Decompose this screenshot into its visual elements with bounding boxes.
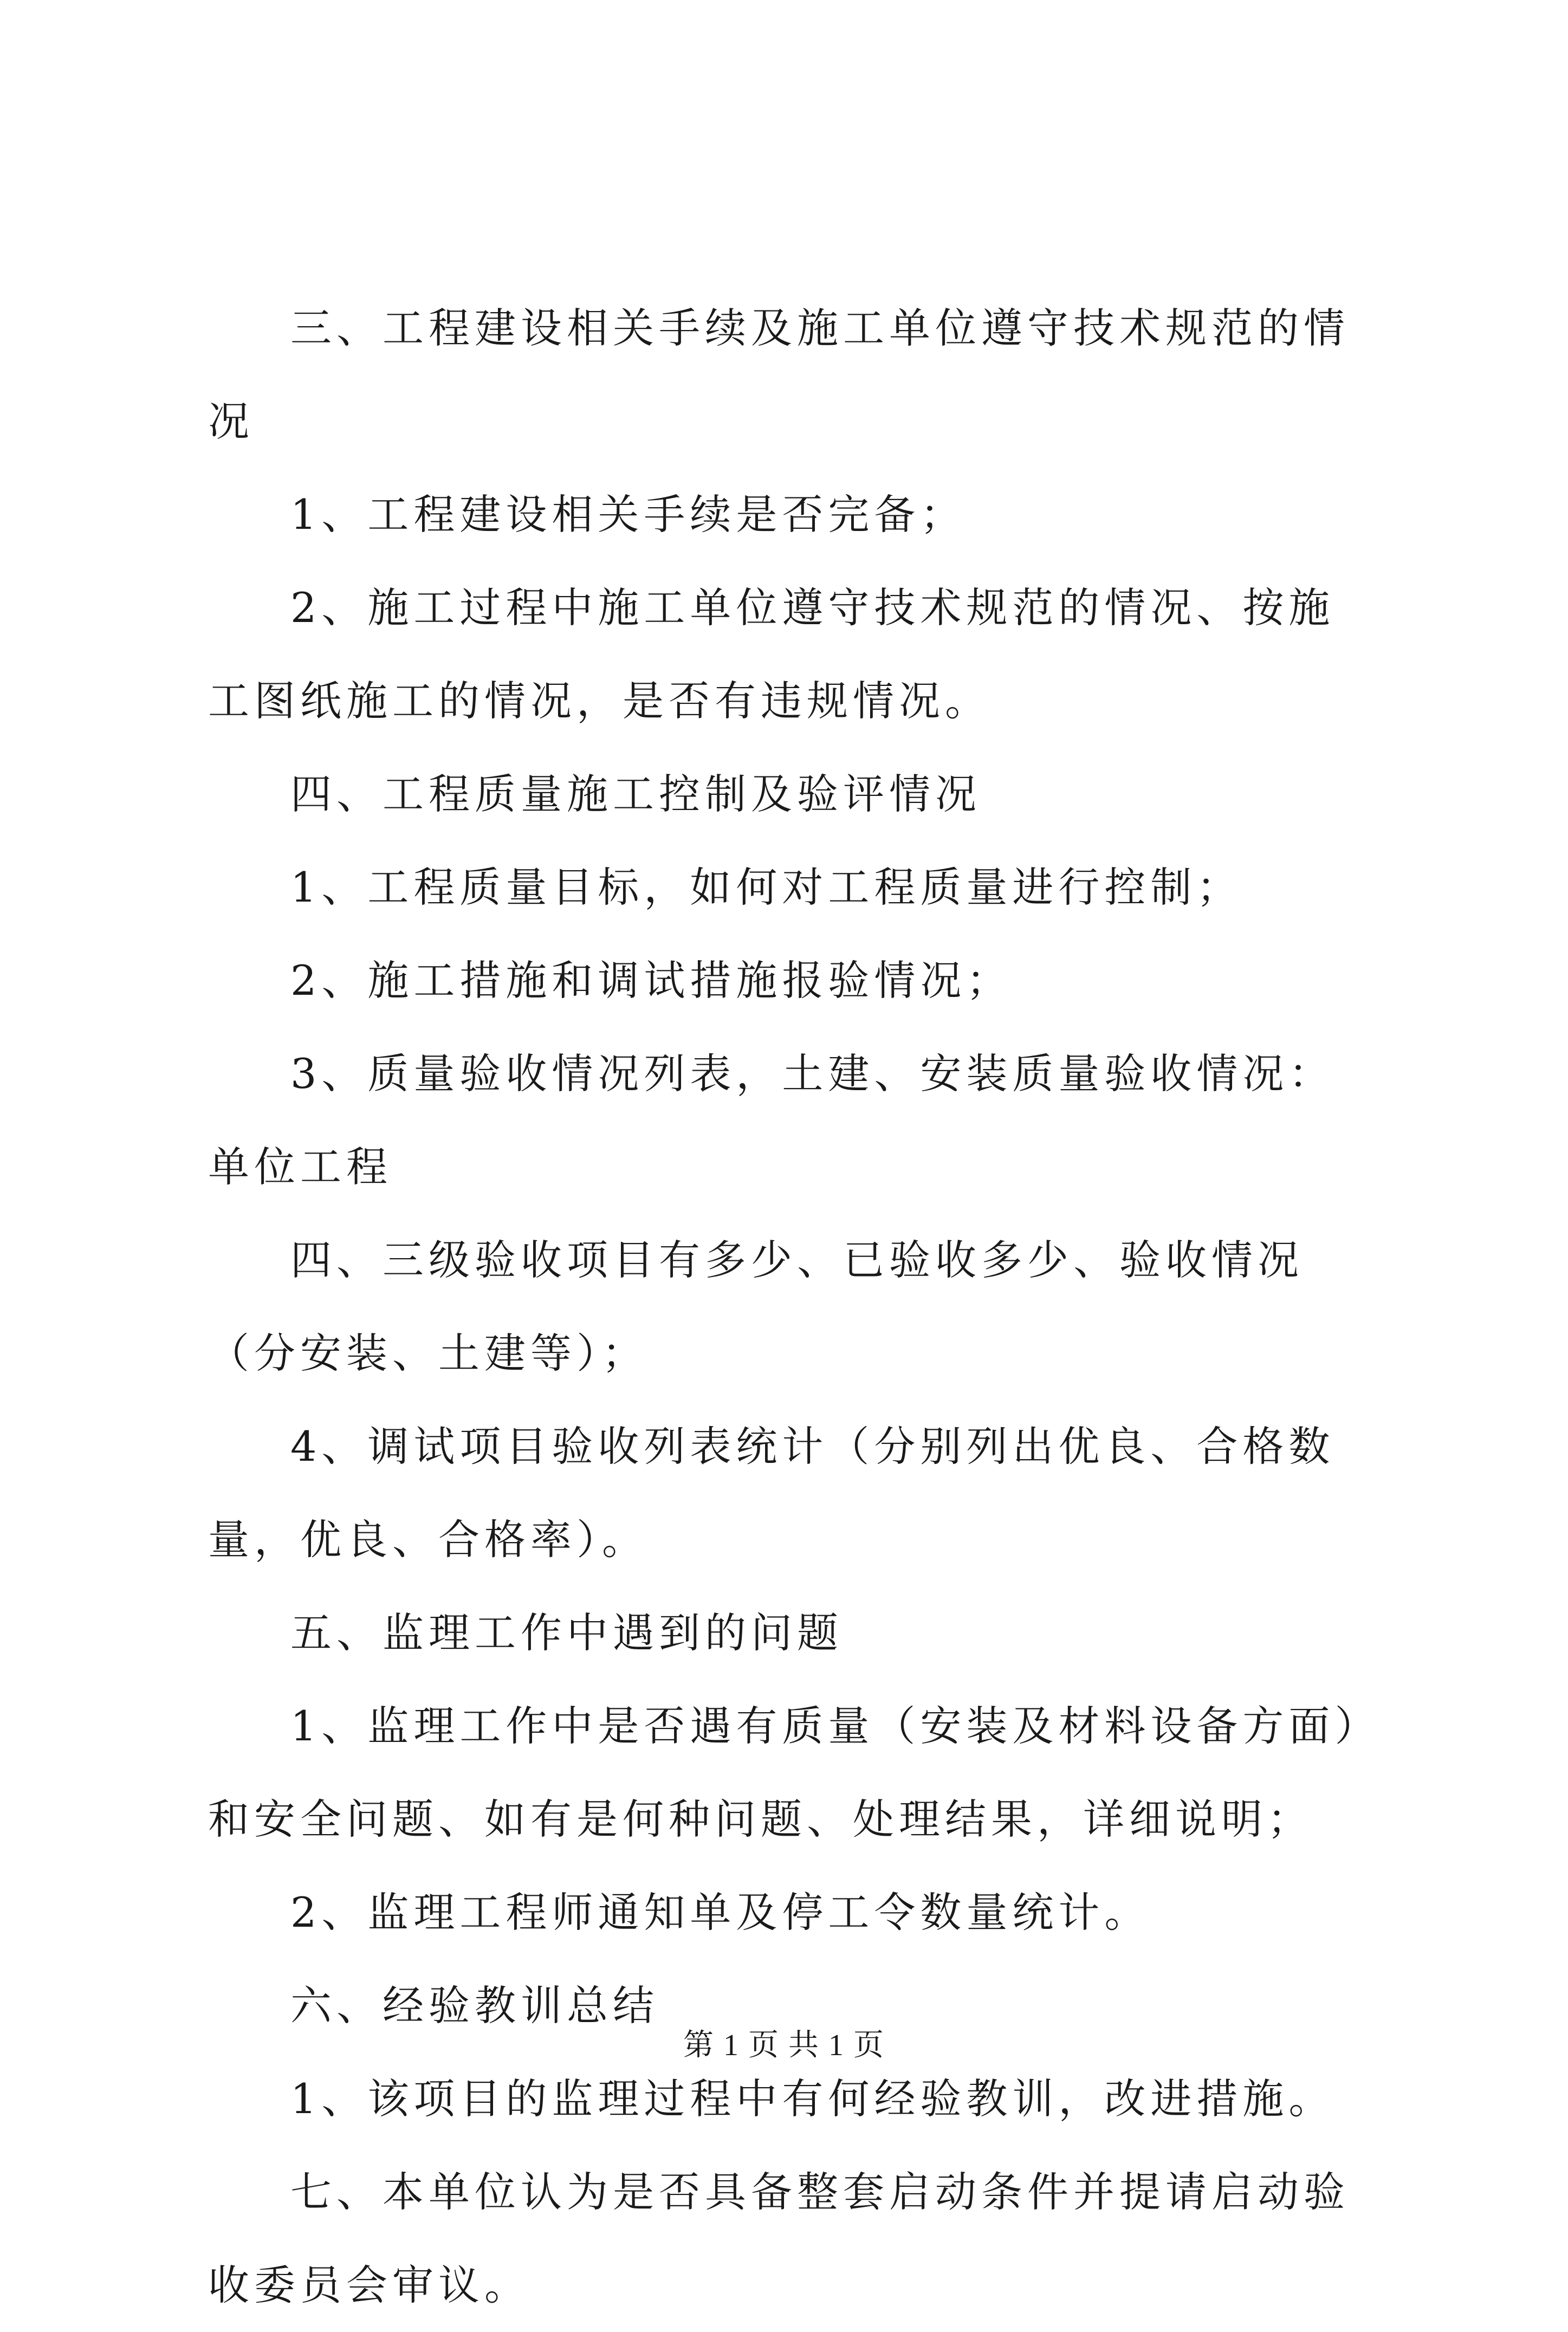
paragraph: 1、工程质量目标，如何对工程质量进行控制； [290, 863, 1243, 911]
paragraph: 1、工程建设相关手续是否完备； [290, 490, 967, 539]
page-footer: 第 1 页 共 1 页 [683, 2029, 885, 2062]
paragraph: 3、质量验收情况列表，土建、安装质量验收情况：单位工程 [208, 1050, 1335, 1191]
paragraph: 4、调试项目验收列表统计（分别列出优良、合格数量，优良、合格率）。 [208, 1422, 1335, 1564]
section-heading-4: 四、工程质量施工控制及验评情况 [290, 770, 981, 818]
paragraph: 2、监理工程师通知单及停工令数量统计。 [290, 1888, 1151, 1936]
section-heading-3: 三、工程建设相关手续及施工单位遵守技术规范的情况 [208, 304, 1350, 445]
section-heading-6: 六、经验教训总结 [290, 1981, 659, 2030]
paragraph: 1、该项目的监理过程中有何经验教训，改进措施。 [290, 2075, 1335, 2123]
section-heading-7: 七、本单位认为是否具备整套启动条件并提请启动验收委员会审议。 [208, 2168, 1350, 2309]
paragraph: 1、监理工作中是否遇有质量（安装及材料设备方面）和安全问题、如有是何种问题、处理结果，详细说明； [208, 1702, 1360, 1843]
paragraph: 2、施工过程中施工单位遵守技术规范的情况、按施工图纸施工的情况，是否有违规情况。 [208, 584, 1335, 725]
paragraph: 2、施工措施和调试措施报验情况； [290, 956, 1013, 1005]
paragraph: 四、三级验收项目有多少、已验收多少、验收情况（分安装、土建等）； [208, 1236, 1304, 1377]
section-heading-5: 五、监理工作中遇到的问题 [290, 1609, 843, 1657]
